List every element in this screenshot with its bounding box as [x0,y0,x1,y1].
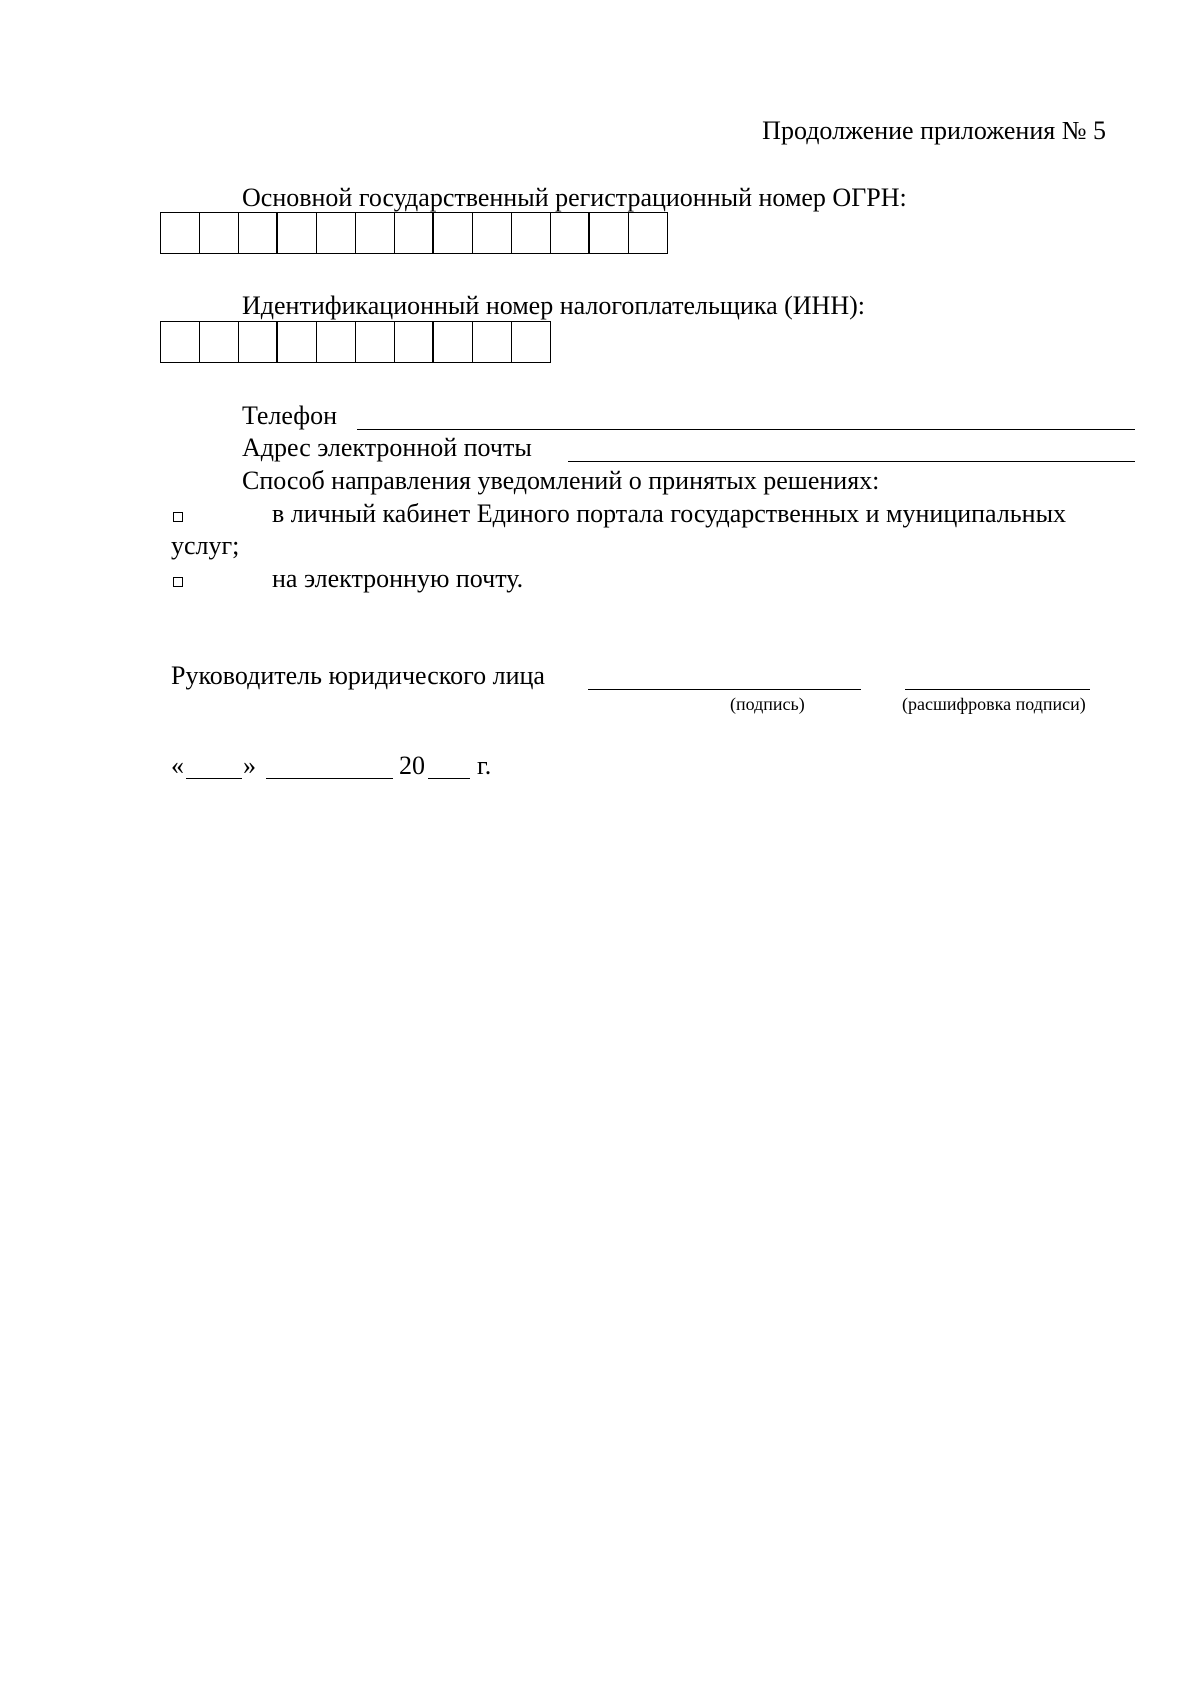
inn-cell[interactable] [473,322,512,362]
ogrn-cell[interactable] [551,213,590,253]
date-year-suffix: г. [477,751,492,780]
ogrn-cell[interactable] [161,213,200,253]
signature-decode-field[interactable] [905,689,1090,690]
signature-decode-caption: (расшифровка подписи) [902,694,1086,714]
portal-option-checkbox[interactable] [173,512,183,522]
inn-cell[interactable] [317,322,356,362]
ogrn-cell[interactable] [395,213,434,253]
date-year-field[interactable] [428,778,470,779]
ogrn-cell[interactable] [512,213,551,253]
ogrn-cell[interactable] [317,213,356,253]
inn-cell[interactable] [161,322,200,362]
ogrn-label: Основной государственный регистрационный номер ОГРН: [242,183,907,212]
ogrn-cell[interactable] [629,213,668,253]
inn-cell[interactable] [239,322,278,362]
date-close-quote: » [243,751,256,780]
inn-cell[interactable] [356,322,395,362]
ogrn-cell[interactable] [239,213,278,253]
date-open-quote: « [171,751,184,780]
signature-caption: (подпись) [730,694,805,714]
continuation-header: Продолжение приложения № 5 [762,116,1106,145]
phone-label: Телефон [242,401,338,430]
ogrn-cell[interactable] [473,213,512,253]
email-field[interactable] [568,461,1135,462]
inn-cell[interactable] [200,322,239,362]
inn-cells[interactable] [160,321,551,363]
ogrn-cells[interactable] [160,212,668,254]
inn-cell[interactable] [395,322,434,362]
email-option-text: на электронную почту. [272,564,524,593]
portal-option-text-continuation: услуг; [171,531,240,560]
email-label: Адрес электронной почты [242,433,532,462]
ogrn-cell[interactable] [356,213,395,253]
ogrn-cell[interactable] [200,213,239,253]
ogrn-cell[interactable] [278,213,317,253]
inn-cell[interactable] [434,322,473,362]
date-day-field[interactable] [186,778,242,779]
signature-field[interactable] [588,689,861,690]
date-month-field[interactable] [266,778,393,779]
signature-label: Руководитель юридического лица [171,661,545,690]
inn-label: Идентификационный номер налогоплательщика (ИНН): [242,291,865,320]
ogrn-cell[interactable] [434,213,473,253]
portal-option-text: в личный кабинет Единого портала государственных и муниципальных [272,499,1067,528]
date-year-prefix: 20 [399,751,425,780]
ogrn-cell[interactable] [590,213,629,253]
email-option-checkbox[interactable] [173,577,183,587]
notification-method-label: Способ направления уведомлений о принятых решениях: [242,466,880,495]
inn-cell[interactable] [278,322,317,362]
inn-cell[interactable] [512,322,551,362]
phone-field[interactable] [357,429,1135,430]
